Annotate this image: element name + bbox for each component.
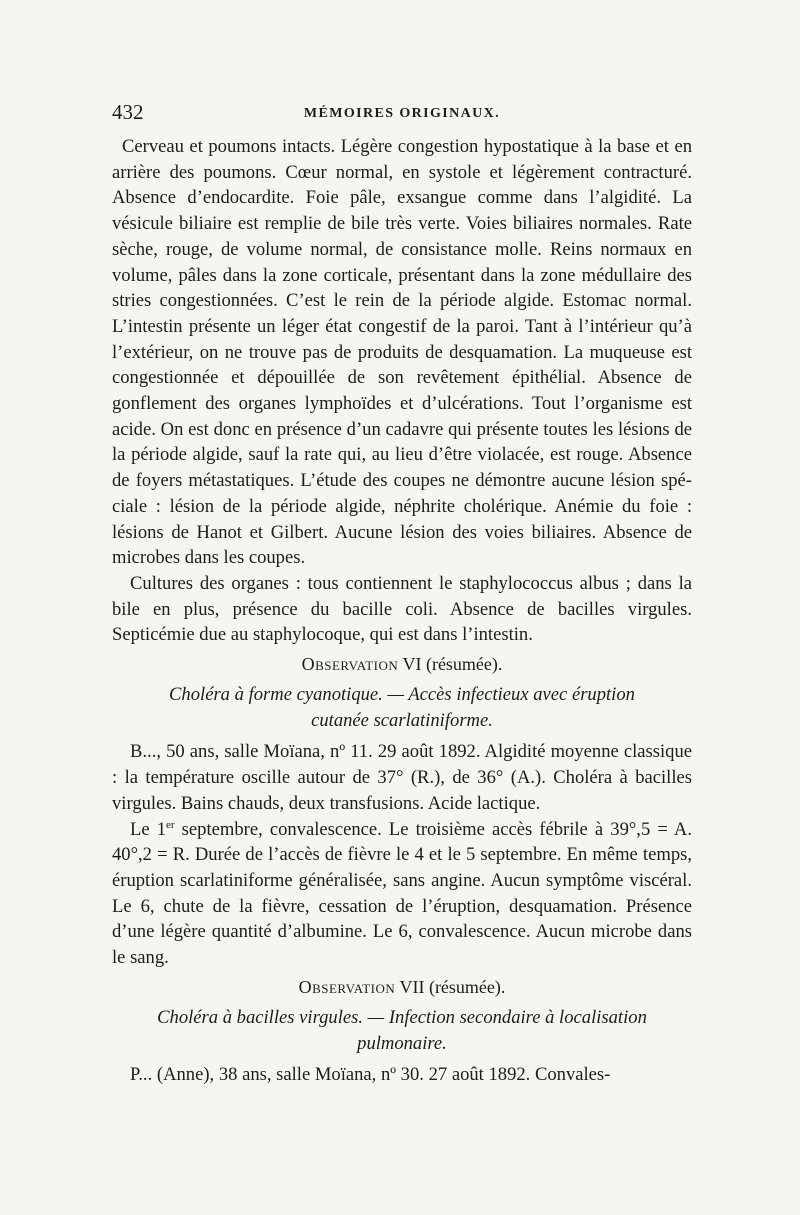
observation-title-line: Choléra à forme cyanotique. — Accès infectieux avec éruption — [169, 684, 635, 706]
observation-7-paragraph: P... (Anne), 38 ans, salle Moïana, nº 30. 27 août 1892. Convales- — [130, 1064, 611, 1086]
observation-6-paragraph: B..., 50 ans, salle Moïana, nº 11. 29 août 1892. Algidité moyenne classique : la température oscille autour de 37° (R.), de 36° (A.). Choléra à bacilles virgules. Bains chauds, deux transfusions. Acide lactique. — [112, 741, 692, 814]
observation-7-title — [112, 1005, 692, 1056]
observation-6-title — [112, 682, 692, 733]
observation-label: Observation — [301, 654, 399, 675]
observation-6-paragraph-2 — [112, 817, 692, 971]
observation-6-heading — [112, 650, 692, 678]
observation-title-line: cutanée scarlatiniforme. — [311, 709, 493, 731]
observation-title-line: pulmonaire. — [357, 1032, 447, 1054]
cultures-paragraph: Cultures des organes : tous contiennent le staphylococcus albus ; dans la bile en plus, présence du bacille coli. Absence de bacilles virgules. Septicémie due au staphylocoque, qui est dans l’intestin. — [112, 572, 692, 646]
observation-label: Observation — [298, 976, 396, 997]
observation-number: VII (résumée). — [395, 976, 506, 997]
page-header — [112, 100, 692, 130]
text-run: septembre, convalescence. Le troisième accès fébrile à 39°,5 = A. 40°,2 = R. Durée de l’accès de fièvre le 4 et le 5 septembre. En même temps, éruption scarlatiniforme généralisée, sans angine. Aucun symptôme viscéral. Le 6, chute de la fièvre, cessation de l’éruption, desquamation. Présence d’une légère quantité d’albumine. Le 6, convalescence. Aucun microbe dans le sang. — [112, 818, 692, 969]
superscript: er — [166, 818, 175, 831]
observation-7-heading — [112, 973, 692, 1001]
text-run: Le 1 — [130, 818, 167, 840]
autopsy-paragraph: Cerveau et poumons intacts. Légère congestion hypostatique à la base et en arrière des poumons. Cœur normal, en systole et légèrement contracturé. Absence d’endocardite. Foie pâle, exsangue comme dans l’algidité. La vésicule biliaire est remplie de bile très verte. Voies biliaires normales. Rate sèche, rouge, de volume normal, de consistance molle. Reins normaux en volume, pâles dans la zone corticale, présentant dans la zone médullaire des stries congestionnées. C’est le rein de la période algide. Estomac normal. L’intestin présente un léger état congestif de la paroi. Tant à l’intérieur qu’à l’extérieur, on ne trouve pas de produits de desquamation. La muqueuse est congestionnée et dépouillée de son revêtement épithélial. Absence de gonflement des organes lymphoïdes et d’ulcérations. Tout l’organisme est acide. On est donc en présence d’un cadavre qui présente toutes les lésions de la période algide, sauf la rate qui, au lieu d’être violacée, est rouge. Absence de foyers métastatiques. L’étude des coupes ne démontre aucune lésion spéciale : lésion de la période algide, néphrite cholérique. Anémie du foie : lésions de Hanot et Gilbert. Aucune lésion des voies biliaires. Absence de microbes dans les coupes. — [112, 136, 692, 569]
observation-number: VI (résumée). — [398, 654, 503, 675]
page-number: 432 — [112, 100, 144, 124]
document-page — [112, 100, 692, 1088]
running-head: MÉMOIRES ORIGINAUX. — [303, 106, 501, 121]
observation-title-line: Choléra à bacilles virgules. — Infection secondaire à localisation — [157, 1006, 647, 1028]
